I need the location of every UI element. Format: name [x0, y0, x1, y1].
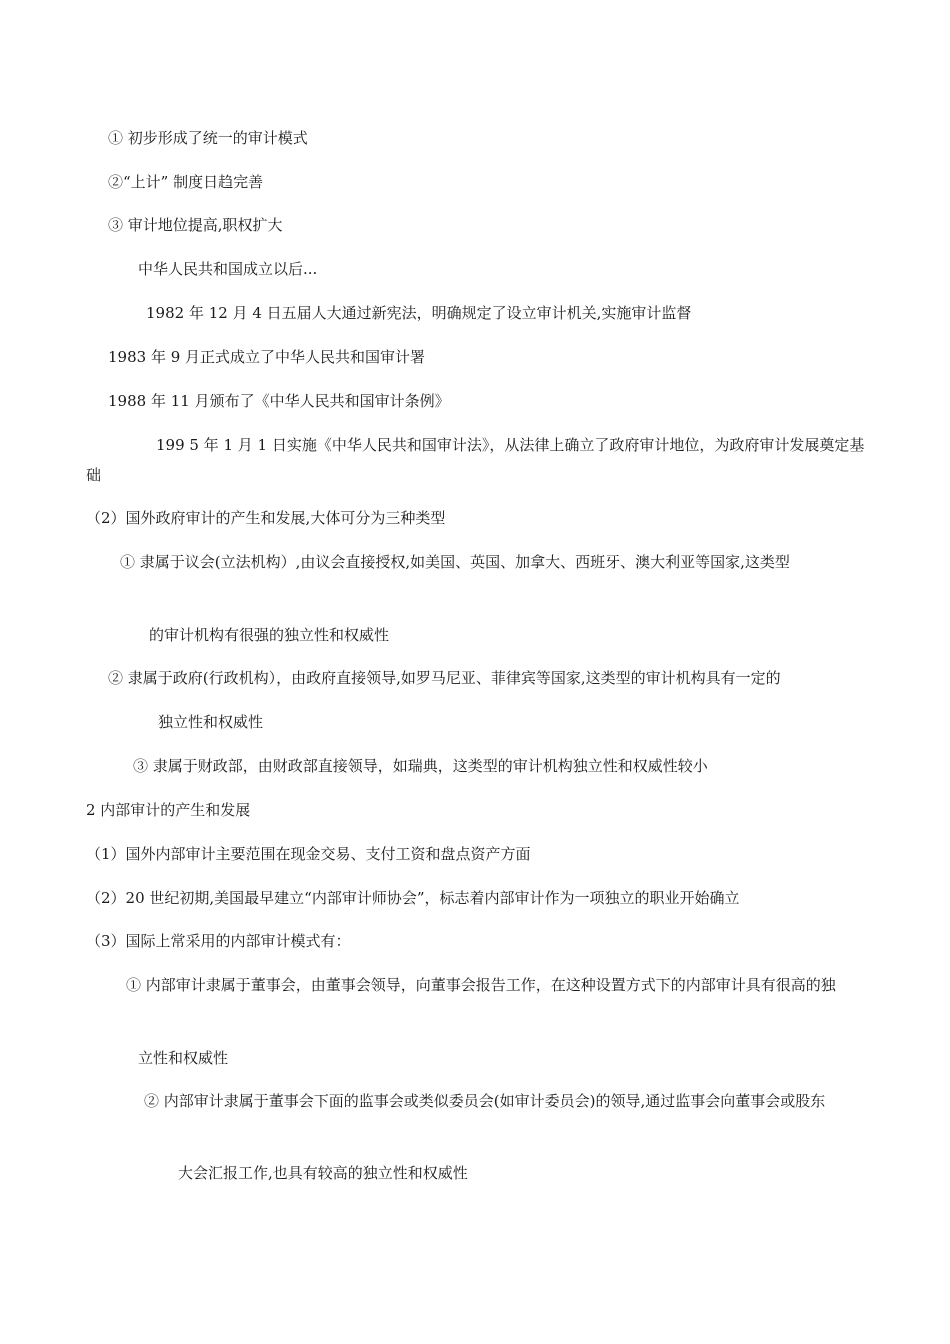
text-line: 独立性和权威性	[158, 713, 264, 731]
section-heading: 2 内部审计的产生和发展	[86, 801, 251, 819]
text-line: 大会汇报工作,也具有较高的独立性和权威性	[178, 1164, 468, 1182]
text-line: ②“上计” 制度日趋完善	[108, 173, 264, 191]
paragraph: ② 内部审计隶属于董事会下面的监事会或类似委员会(如审计委员会)的领导,通过监事会向董事会或股东	[144, 1092, 826, 1110]
text-line: 1988 年 11 月颁布了《中华人民共和国审计条例》	[108, 392, 450, 410]
paragraph: 199 5 年 1 月 1 日实施《中华人民共和国审计法》，从法律上确立了政府审计地位，为政府审计发展奠定基础	[86, 436, 865, 484]
text-line: ② 隶属于政府(行政机构），由政府直接领导,如罗马尼亚、菲律宾等国家,这类型的审计机构具有一定的	[108, 669, 781, 687]
paragraph: ① 隶属于议会(立法机构）,由议会直接授权,如美国、英国、加拿大、西班牙、澳大利亚等国家,这类型	[120, 553, 790, 571]
text-line: ① 初步形成了统一的审计模式	[108, 129, 308, 147]
paragraph: ① 内部审计隶属于董事会，由董事会领导，向董事会报告工作，在这种设置方式下的内部审计具有很高的独	[126, 976, 836, 994]
section-heading: （2）国外政府审计的产生和发展,大体可分为三种类型	[86, 509, 446, 527]
text-line: ③ 审计地位提高,职权扩大	[108, 216, 283, 234]
text-line: 立性和权威性	[138, 1049, 229, 1067]
text-line: （2）20 世纪初期,美国最早建立“内部审计师协会”，标志着内部审计作为一项独立的职业开始确立	[86, 889, 740, 907]
text-line: （3）国际上常采用的内部审计模式有：	[86, 932, 351, 950]
text-line: （1）国外内部审计主要范围在现金交易、支付工资和盘点资产方面	[86, 845, 531, 863]
text-line: ③ 隶属于财政部，由财政部直接领导，如瑞典，这类型的审计机构独立性和权威性较小	[133, 757, 708, 775]
text-line: 的审计机构有很强的独立性和权威性	[149, 626, 390, 644]
text-line: 1983 年 9 月正式成立了中华人民共和国审计署	[108, 348, 426, 366]
text-line: 中华人民共和国成立以后...	[138, 260, 318, 278]
text-line: 1982 年 12 月 4 日五届人大通过新宪法，明确规定了设立审计机关,实施审计监督	[146, 304, 692, 322]
